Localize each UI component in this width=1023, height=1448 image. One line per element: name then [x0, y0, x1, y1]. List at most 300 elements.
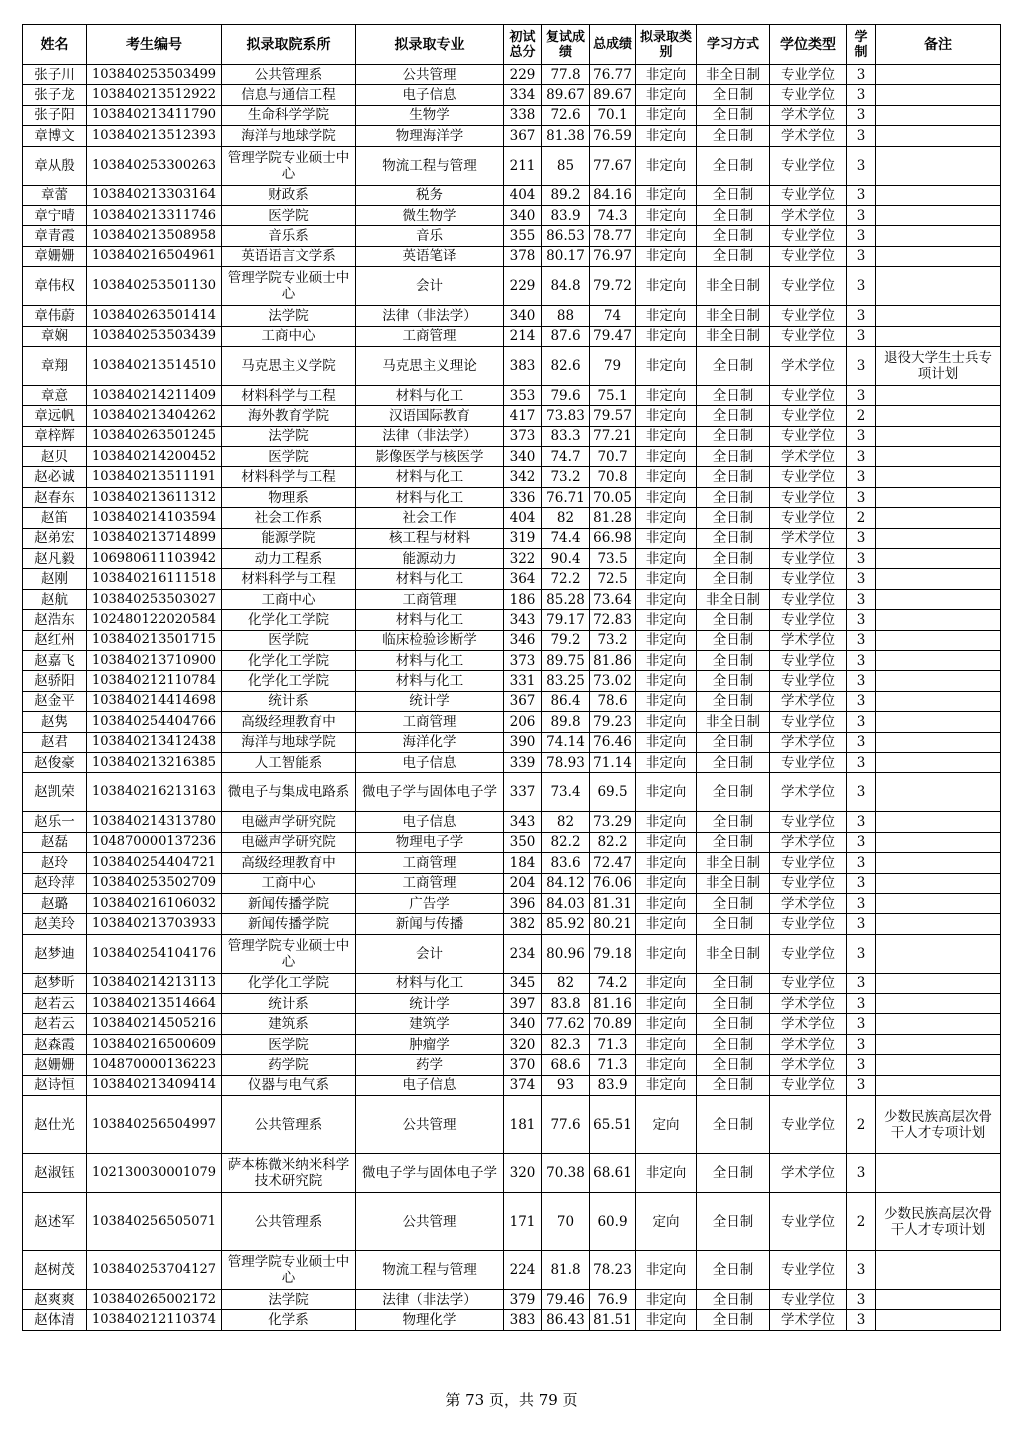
cell-department: 仪器与电气系: [222, 1075, 356, 1095]
cell-admission-type: 非定向: [636, 569, 697, 589]
cell-exam-id: 103840213703933: [87, 914, 222, 934]
cell-name: 章蕾: [23, 185, 87, 205]
cell-retest-score: 81.8: [542, 1251, 590, 1290]
table-row: [23, 752, 1001, 772]
cell-degree-type: 学术学位: [770, 447, 847, 467]
cell-degree-type: 学术学位: [770, 773, 847, 812]
cell-initial-score: 338: [504, 105, 542, 125]
cell-name: 章青霞: [23, 226, 87, 246]
cell-duration: 3: [847, 1055, 876, 1075]
cell-study-mode: 全日制: [697, 1251, 770, 1290]
cell-name: 赵乐一: [23, 812, 87, 832]
cell-total-score: 76.46: [590, 732, 636, 752]
cell-duration: 2: [847, 1096, 876, 1154]
cell-degree-type: 专业学位: [770, 426, 847, 446]
cell-admission-type: 非定向: [636, 105, 697, 125]
cell-total-score: 75.1: [590, 385, 636, 405]
cell-exam-id: 103840263501414: [87, 306, 222, 326]
page-footer: 第 73 页，共 79 页: [445, 1391, 578, 1409]
cell-initial-score: 370: [504, 1055, 542, 1075]
table-row: [23, 1014, 1001, 1034]
cell-remarks: [876, 671, 1001, 691]
cell-degree-type: 专业学位: [770, 487, 847, 507]
cell-total-score: 73.64: [590, 589, 636, 609]
cell-total-score: 78.23: [590, 1251, 636, 1290]
cell-study-mode: 全日制: [697, 467, 770, 487]
cell-department: 法学院: [222, 1290, 356, 1310]
cell-department: 社会工作系: [222, 508, 356, 528]
cell-duration: 3: [847, 126, 876, 146]
cell-retest-score: 73.83: [542, 406, 590, 426]
cell-study-mode: 全日制: [697, 914, 770, 934]
cell-major: 税务: [356, 185, 504, 205]
cell-degree-type: 学术学位: [770, 1055, 847, 1075]
cell-total-score: 74.2: [590, 973, 636, 993]
cell-degree-type: 专业学位: [770, 1251, 847, 1290]
cell-initial-score: 340: [504, 1014, 542, 1034]
cell-study-mode: 全日制: [697, 650, 770, 670]
cell-admission-type: 非定向: [636, 528, 697, 548]
cell-remarks: [876, 1075, 1001, 1095]
cell-initial-score: 320: [504, 1154, 542, 1193]
cell-remarks: [876, 994, 1001, 1014]
cell-admission-type: 非定向: [636, 773, 697, 812]
cell-degree-type: 专业学位: [770, 406, 847, 426]
cell-retest-score: 89.2: [542, 185, 590, 205]
cell-total-score: 79.47: [590, 326, 636, 346]
cell-duration: 3: [847, 267, 876, 306]
cell-exam-id: 103840256505071: [87, 1193, 222, 1251]
cell-duration: 3: [847, 326, 876, 346]
cell-study-mode: 全日制: [697, 973, 770, 993]
cell-major: 物理化学: [356, 1310, 504, 1330]
cell-department: 医学院: [222, 630, 356, 650]
cell-name: 赵玲: [23, 853, 87, 873]
cell-remarks: [876, 447, 1001, 467]
cell-exam-id: 103840253501130: [87, 267, 222, 306]
cell-retest-score: 74.14: [542, 732, 590, 752]
cell-exam-id: 103840216504961: [87, 246, 222, 266]
cell-name: 赵红州: [23, 630, 87, 650]
cell-duration: 3: [847, 205, 876, 225]
cell-remarks: [876, 752, 1001, 772]
cell-exam-id: 103840213404262: [87, 406, 222, 426]
cell-admission-type: 非定向: [636, 1251, 697, 1290]
cell-duration: 3: [847, 1310, 876, 1330]
cell-admission-type: 非定向: [636, 671, 697, 691]
cell-admission-type: 非定向: [636, 610, 697, 630]
cell-degree-type: 专业学位: [770, 752, 847, 772]
cell-remarks: [876, 146, 1001, 185]
cell-initial-score: 379: [504, 1290, 542, 1310]
cell-duration: 3: [847, 752, 876, 772]
cell-duration: 3: [847, 630, 876, 650]
cell-study-mode: 非全日制: [697, 934, 770, 973]
cell-degree-type: 专业学位: [770, 812, 847, 832]
cell-department: 医学院: [222, 1034, 356, 1054]
cell-remarks: [876, 712, 1001, 732]
cell-remarks: [876, 246, 1001, 266]
cell-total-score: 81.16: [590, 994, 636, 1014]
cell-total-score: 65.51: [590, 1096, 636, 1154]
cell-total-score: 77.21: [590, 426, 636, 446]
cell-name: 赵玲萍: [23, 873, 87, 893]
cell-admission-type: 非定向: [636, 1014, 697, 1034]
cell-initial-score: 340: [504, 306, 542, 326]
cell-initial-score: 404: [504, 508, 542, 528]
cell-name: 赵璐: [23, 893, 87, 913]
cell-total-score: 78.77: [590, 226, 636, 246]
cell-retest-score: 70: [542, 1193, 590, 1251]
cell-exam-id: 103840216111518: [87, 569, 222, 589]
cell-total-score: 83.9: [590, 1075, 636, 1095]
cell-initial-score: 320: [504, 1034, 542, 1054]
cell-exam-id: 103840216213163: [87, 773, 222, 812]
cell-name: 赵金平: [23, 691, 87, 711]
cell-department: 药学院: [222, 1055, 356, 1075]
cell-exam-id: 103840214200452: [87, 447, 222, 467]
cell-duration: 3: [847, 426, 876, 446]
cell-remarks: [876, 1014, 1001, 1034]
cell-duration: 2: [847, 1193, 876, 1251]
cell-name: 章娴: [23, 326, 87, 346]
cell-name: 赵凯荣: [23, 773, 87, 812]
cell-total-score: 69.5: [590, 773, 636, 812]
cell-name: 章伟权: [23, 267, 87, 306]
cell-major: 微生物学: [356, 205, 504, 225]
cell-total-score: 66.98: [590, 528, 636, 548]
cell-initial-score: 340: [504, 447, 542, 467]
cell-major: 药学: [356, 1055, 504, 1075]
cell-exam-id: 103840213501715: [87, 630, 222, 650]
cell-total-score: 72.47: [590, 853, 636, 873]
cell-admission-type: 非定向: [636, 994, 697, 1014]
cell-degree-type: 专业学位: [770, 226, 847, 246]
cell-department: 建筑系: [222, 1014, 356, 1034]
cell-retest-score: 85.28: [542, 589, 590, 609]
cell-initial-score: 390: [504, 732, 542, 752]
cell-initial-score: 373: [504, 650, 542, 670]
cell-major: 物流工程与管理: [356, 146, 504, 185]
cell-major: 微电子学与固体电子学: [356, 1154, 504, 1193]
cell-degree-type: 专业学位: [770, 508, 847, 528]
header-name: 姓名: [23, 25, 87, 65]
cell-remarks: 少数民族高层次骨干人才专项计划: [876, 1193, 1001, 1251]
cell-remarks: [876, 508, 1001, 528]
cell-name: 张子龙: [23, 85, 87, 105]
table-row: [23, 508, 1001, 528]
cell-retest-score: 82: [542, 973, 590, 993]
cell-total-score: 73.5: [590, 549, 636, 569]
cell-initial-score: 184: [504, 853, 542, 873]
cell-exam-id: 103840213512393: [87, 126, 222, 146]
table-row: [23, 1055, 1001, 1075]
cell-admission-type: 非定向: [636, 385, 697, 405]
cell-remarks: [876, 691, 1001, 711]
cell-department: 医学院: [222, 447, 356, 467]
cell-retest-score: 70.38: [542, 1154, 590, 1193]
cell-retest-score: 86.53: [542, 226, 590, 246]
cell-degree-type: 学术学位: [770, 1014, 847, 1034]
cell-retest-score: 72.2: [542, 569, 590, 589]
cell-degree-type: 专业学位: [770, 385, 847, 405]
cell-duration: 3: [847, 914, 876, 934]
cell-remarks: [876, 893, 1001, 913]
table-row: [23, 712, 1001, 732]
cell-degree-type: 学术学位: [770, 1310, 847, 1330]
cell-retest-score: 77.6: [542, 1096, 590, 1154]
cell-major: 公共管理: [356, 1193, 504, 1251]
cell-duration: 3: [847, 385, 876, 405]
cell-duration: 3: [847, 732, 876, 752]
cell-admission-type: 非定向: [636, 326, 697, 346]
cell-study-mode: 全日制: [697, 406, 770, 426]
cell-admission-type: 定向: [636, 1096, 697, 1154]
cell-study-mode: 全日制: [697, 426, 770, 446]
cell-total-score: 79.18: [590, 934, 636, 973]
cell-exam-id: 106980611103942: [87, 549, 222, 569]
cell-department: 海洋与地球学院: [222, 126, 356, 146]
table-row: [23, 246, 1001, 266]
cell-department: 萨本栋微米纳米科学技术研究院: [222, 1154, 356, 1193]
cell-retest-score: 83.6: [542, 853, 590, 873]
cell-admission-type: 非定向: [636, 732, 697, 752]
cell-degree-type: 学术学位: [770, 732, 847, 752]
cell-duration: 3: [847, 934, 876, 973]
cell-retest-score: 68.6: [542, 1055, 590, 1075]
cell-exam-id: 103840213514510: [87, 346, 222, 385]
cell-admission-type: 非定向: [636, 934, 697, 973]
cell-exam-id: 103840213411790: [87, 105, 222, 125]
cell-retest-score: 84.12: [542, 873, 590, 893]
cell-duration: 3: [847, 528, 876, 548]
table-row: [23, 994, 1001, 1014]
cell-admission-type: 非定向: [636, 267, 697, 306]
cell-study-mode: 全日制: [697, 630, 770, 650]
cell-degree-type: 专业学位: [770, 1290, 847, 1310]
cell-duration: 3: [847, 146, 876, 185]
cell-admission-type: 非定向: [636, 1055, 697, 1075]
cell-name: 赵俊豪: [23, 752, 87, 772]
cell-total-score: 76.9: [590, 1290, 636, 1310]
cell-name: 张子阳: [23, 105, 87, 125]
table-row: [23, 205, 1001, 225]
cell-total-score: 79: [590, 346, 636, 385]
cell-retest-score: 76.71: [542, 487, 590, 507]
cell-name: 赵笛: [23, 508, 87, 528]
table-row: [23, 126, 1001, 146]
cell-duration: 3: [847, 1014, 876, 1034]
cell-degree-type: 专业学位: [770, 671, 847, 691]
cell-duration: 3: [847, 994, 876, 1014]
cell-degree-type: 专业学位: [770, 853, 847, 873]
cell-remarks: 退役大学生士兵专项计划: [876, 346, 1001, 385]
cell-total-score: 79.23: [590, 712, 636, 732]
cell-total-score: 74: [590, 306, 636, 326]
cell-admission-type: 定向: [636, 1193, 697, 1251]
cell-exam-id: 103840253300263: [87, 146, 222, 185]
table-row: [23, 1154, 1001, 1193]
cell-exam-id: 103840254404766: [87, 712, 222, 732]
cell-total-score: 81.86: [590, 650, 636, 670]
cell-major: 广告学: [356, 893, 504, 913]
cell-department: 法学院: [222, 426, 356, 446]
cell-department: 医学院: [222, 205, 356, 225]
cell-major: 生物学: [356, 105, 504, 125]
cell-initial-score: 396: [504, 893, 542, 913]
cell-department: 信息与通信工程: [222, 85, 356, 105]
cell-retest-score: 80.17: [542, 246, 590, 266]
cell-remarks: [876, 226, 1001, 246]
cell-retest-score: 86.4: [542, 691, 590, 711]
table-row: [23, 105, 1001, 125]
cell-remarks: [876, 467, 1001, 487]
cell-remarks: [876, 65, 1001, 85]
cell-study-mode: 全日制: [697, 85, 770, 105]
cell-remarks: [876, 1310, 1001, 1330]
admission-table: [22, 24, 1001, 1331]
cell-exam-id: 103840212110374: [87, 1310, 222, 1330]
cell-name: 赵诗恒: [23, 1075, 87, 1095]
cell-admission-type: 非定向: [636, 508, 697, 528]
cell-initial-score: 397: [504, 994, 542, 1014]
cell-remarks: [876, 610, 1001, 630]
cell-initial-score: 340: [504, 205, 542, 225]
cell-department: 工商中心: [222, 326, 356, 346]
cell-degree-type: 专业学位: [770, 65, 847, 85]
cell-initial-score: 353: [504, 385, 542, 405]
table-row: [23, 1096, 1001, 1154]
cell-degree-type: 学术学位: [770, 893, 847, 913]
cell-department: 高级经理教育中: [222, 853, 356, 873]
cell-duration: 3: [847, 853, 876, 873]
cell-major: 统计学: [356, 994, 504, 1014]
cell-total-score: 70.1: [590, 105, 636, 125]
cell-study-mode: 全日制: [697, 346, 770, 385]
cell-duration: 3: [847, 65, 876, 85]
cell-initial-score: 334: [504, 85, 542, 105]
cell-duration: 3: [847, 973, 876, 993]
cell-duration: 3: [847, 467, 876, 487]
cell-initial-score: 171: [504, 1193, 542, 1251]
cell-duration: 3: [847, 691, 876, 711]
table-row: [23, 1310, 1001, 1330]
cell-exam-id: 103840214505216: [87, 1014, 222, 1034]
cell-retest-score: 86.43: [542, 1310, 590, 1330]
cell-study-mode: 全日制: [697, 610, 770, 630]
cell-department: 化学系: [222, 1310, 356, 1330]
cell-initial-score: 404: [504, 185, 542, 205]
cell-department: 管理学院专业硕士中心: [222, 934, 356, 973]
cell-total-score: 70.05: [590, 487, 636, 507]
cell-major: 材料与化工: [356, 385, 504, 405]
cell-name: 赵必诚: [23, 467, 87, 487]
cell-remarks: [876, 569, 1001, 589]
table-row: [23, 1290, 1001, 1310]
cell-retest-score: 84.8: [542, 267, 590, 306]
cell-major: 材料与化工: [356, 973, 504, 993]
cell-admission-type: 非定向: [636, 426, 697, 446]
cell-admission-type: 非定向: [636, 812, 697, 832]
table-row: [23, 973, 1001, 993]
cell-study-mode: 全日制: [697, 447, 770, 467]
cell-department: 新闻传播学院: [222, 914, 356, 934]
cell-admission-type: 非定向: [636, 973, 697, 993]
cell-name: 赵梦迪: [23, 934, 87, 973]
cell-exam-id: 102480122020584: [87, 610, 222, 630]
cell-name: 赵森霞: [23, 1034, 87, 1054]
header-major: 拟录取专业: [356, 25, 504, 65]
cell-study-mode: 全日制: [697, 205, 770, 225]
cell-exam-id: 103840213511191: [87, 467, 222, 487]
cell-study-mode: 全日制: [697, 732, 770, 752]
cell-retest-score: 82: [542, 508, 590, 528]
cell-duration: 3: [847, 1290, 876, 1310]
cell-major: 电子信息: [356, 812, 504, 832]
cell-admission-type: 非定向: [636, 185, 697, 205]
cell-duration: 3: [847, 306, 876, 326]
cell-degree-type: 专业学位: [770, 267, 847, 306]
cell-retest-score: 83.25: [542, 671, 590, 691]
table-row: [23, 426, 1001, 446]
table-row: [23, 569, 1001, 589]
cell-major: 电子信息: [356, 85, 504, 105]
cell-name: 赵爽爽: [23, 1290, 87, 1310]
cell-initial-score: 373: [504, 426, 542, 446]
cell-total-score: 74.3: [590, 205, 636, 225]
cell-total-score: 81.31: [590, 893, 636, 913]
cell-total-score: 81.28: [590, 508, 636, 528]
cell-name: 赵嘉飞: [23, 650, 87, 670]
cell-degree-type: 专业学位: [770, 712, 847, 732]
cell-total-score: 81.51: [590, 1310, 636, 1330]
cell-retest-score: 79.6: [542, 385, 590, 405]
cell-degree-type: 学术学位: [770, 105, 847, 125]
cell-degree-type: 专业学位: [770, 549, 847, 569]
cell-study-mode: 全日制: [697, 773, 770, 812]
cell-total-score: 77.67: [590, 146, 636, 185]
cell-exam-id: 102130030001079: [87, 1154, 222, 1193]
cell-remarks: [876, 85, 1001, 105]
cell-admission-type: 非定向: [636, 832, 697, 852]
cell-name: 章博文: [23, 126, 87, 146]
cell-initial-score: 342: [504, 467, 542, 487]
cell-exam-id: 103840216500609: [87, 1034, 222, 1054]
cell-retest-score: 85.92: [542, 914, 590, 934]
cell-degree-type: 专业学位: [770, 973, 847, 993]
cell-duration: 3: [847, 346, 876, 385]
cell-initial-score: 383: [504, 1310, 542, 1330]
cell-department: 统计系: [222, 691, 356, 711]
cell-duration: 2: [847, 406, 876, 426]
cell-name: 赵体清: [23, 1310, 87, 1330]
cell-department: 统计系: [222, 994, 356, 1014]
cell-department: 公共管理系: [222, 65, 356, 85]
cell-admission-type: 非定向: [636, 487, 697, 507]
cell-major: 海洋化学: [356, 732, 504, 752]
cell-department: 材料科学与工程: [222, 569, 356, 589]
cell-major: 马克思主义理论: [356, 346, 504, 385]
table-row: [23, 1034, 1001, 1054]
cell-duration: 3: [847, 589, 876, 609]
cell-retest-score: 73.2: [542, 467, 590, 487]
cell-retest-score: 88: [542, 306, 590, 326]
cell-study-mode: 非全日制: [697, 326, 770, 346]
cell-name: 章翔: [23, 346, 87, 385]
cell-study-mode: 非全日制: [697, 853, 770, 873]
cell-major: 工商管理: [356, 853, 504, 873]
cell-study-mode: 非全日制: [697, 267, 770, 306]
